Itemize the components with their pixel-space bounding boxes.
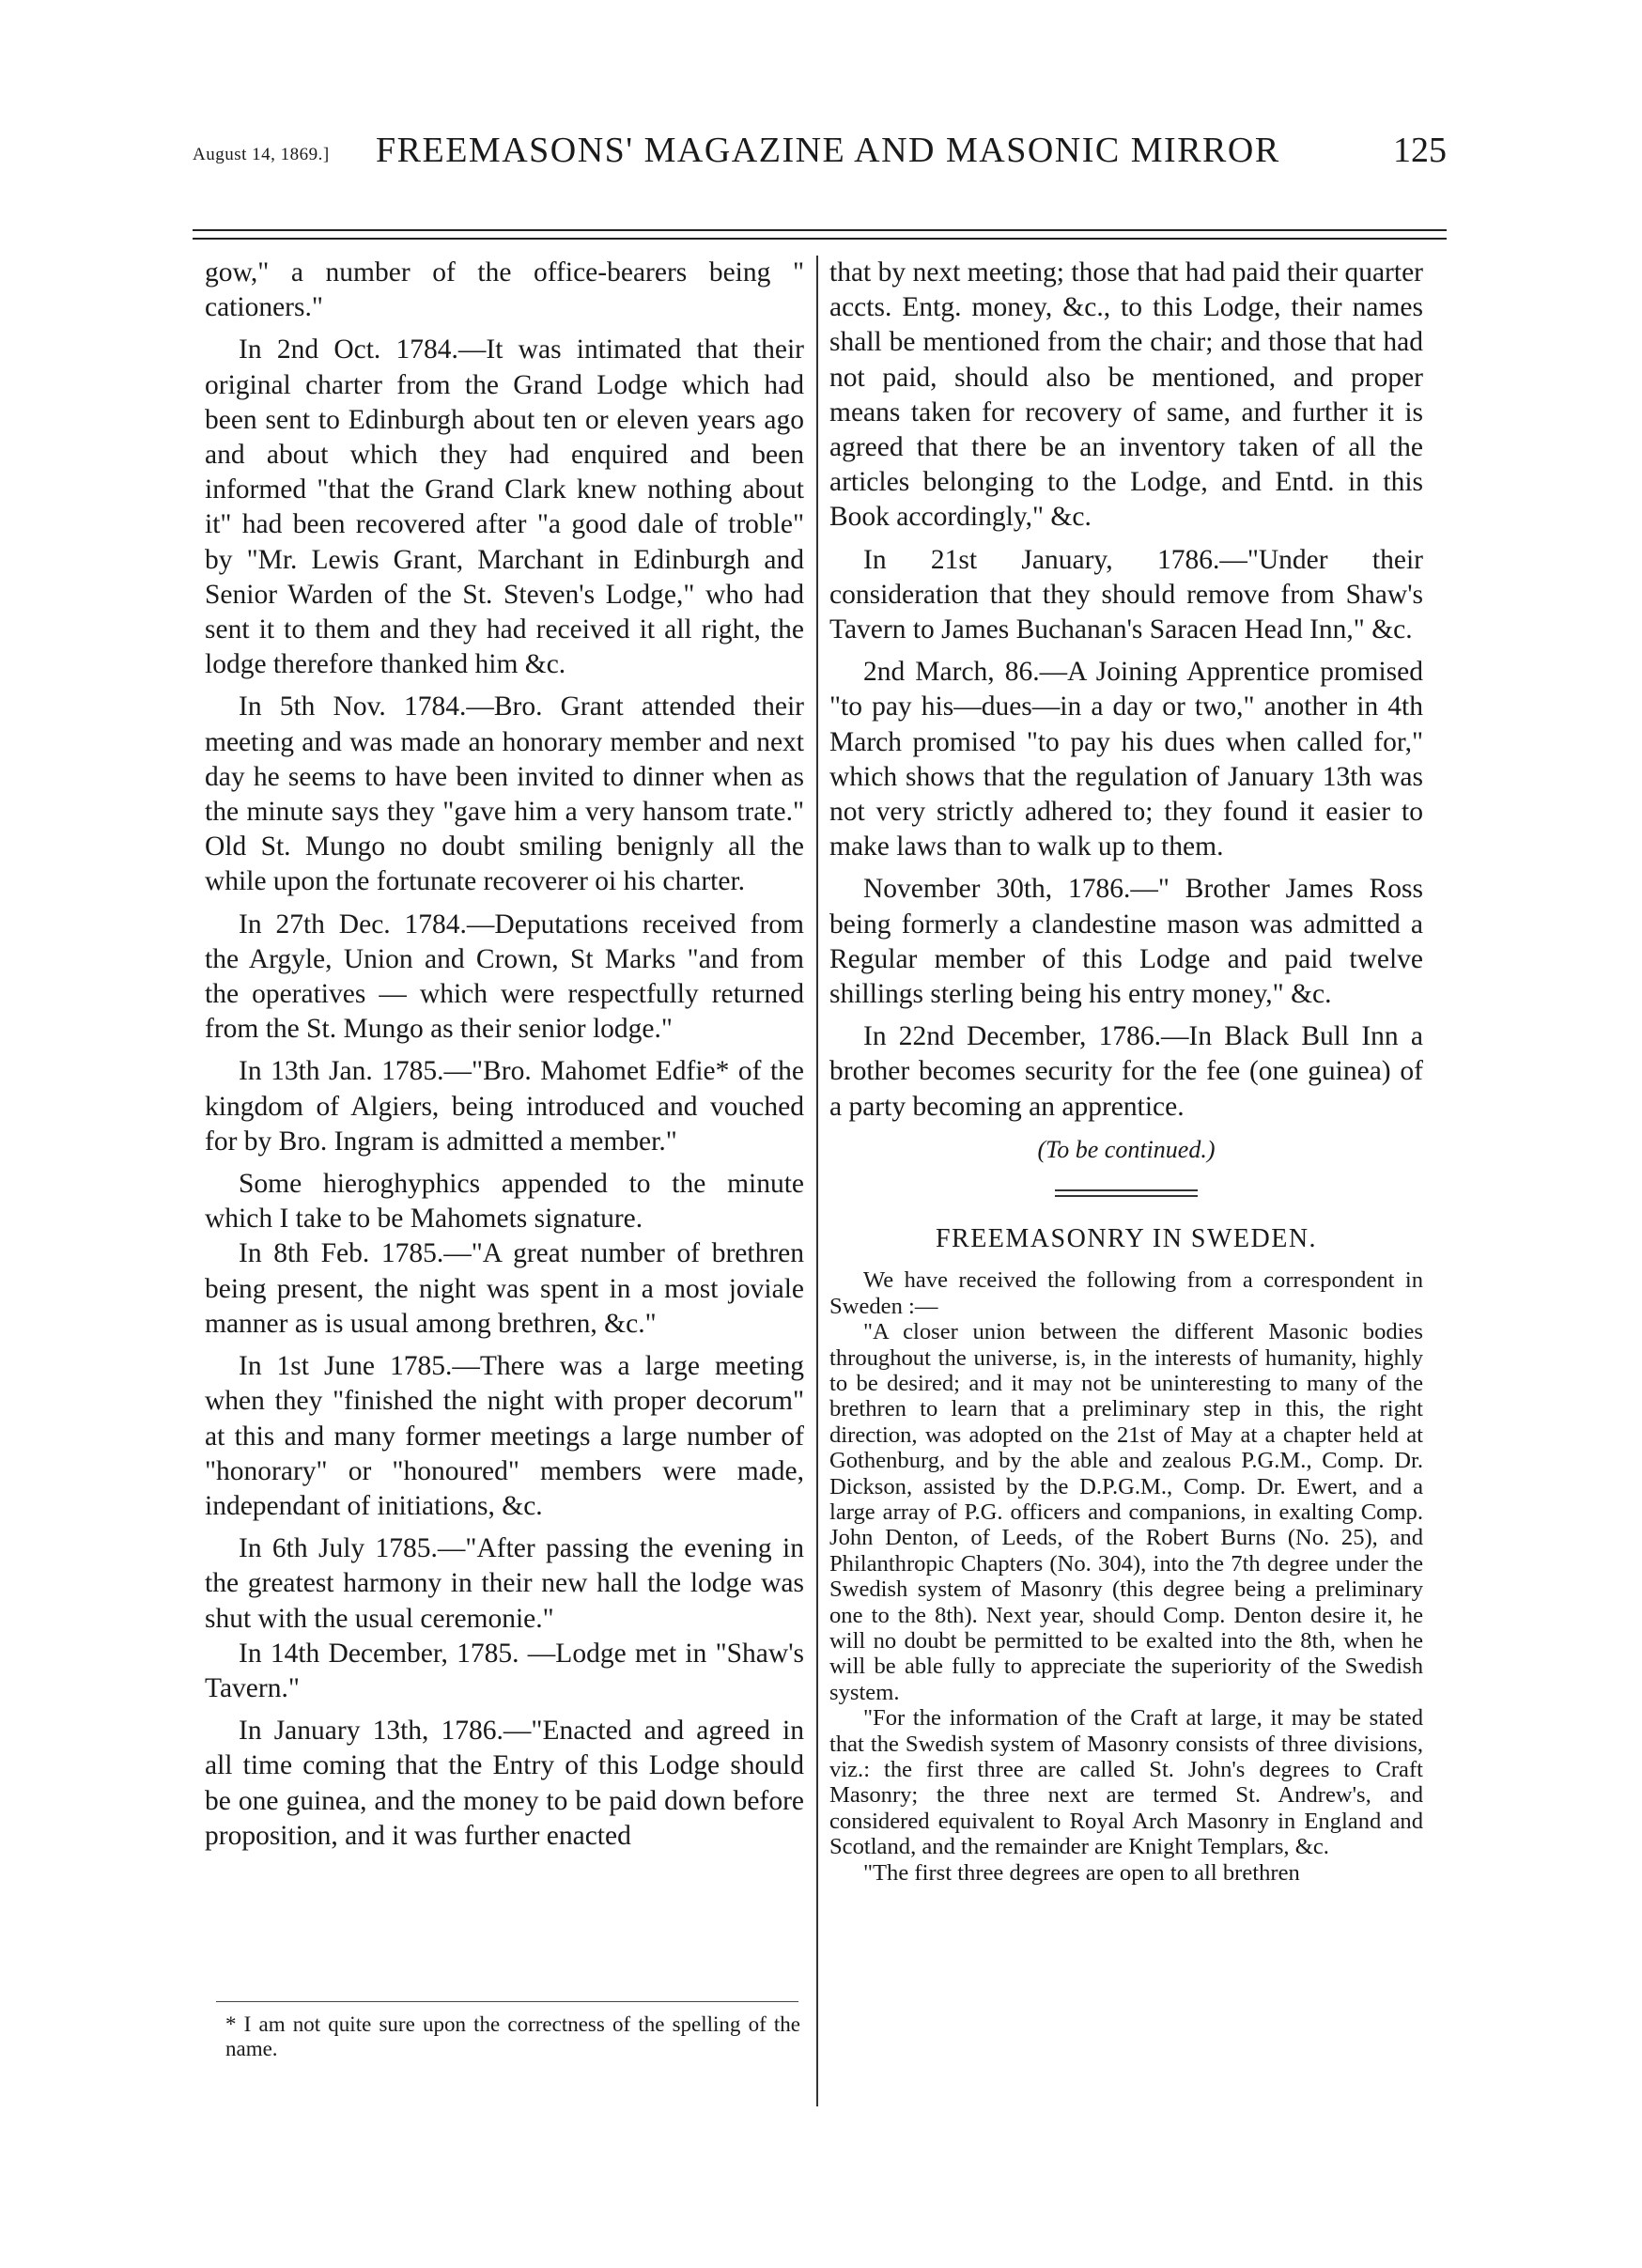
magazine-title: FREEMASONS' MAGAZINE AND MASONIC MIRROR (376, 131, 1280, 170)
paragraph: that by next meeting; those that had paid their quarter accts. Entg. money, &c., to this Lodge, their names shall be mentioned from the chair; and those that had not paid, should also be mentioned, and proper means taken for recovery of same, and further it is agreed that there be an inventory taken of all the articles belonging to the Lodge, and Entd. in this Book accordingly," &c. (829, 257, 1423, 533)
left-column (205, 256, 804, 1854)
right-column (829, 256, 1423, 1886)
paragraph: November 30th, 1786.—" Brother James Ross being formerly a clandestine mason was admitted a Regular member of this Lodge and paid twelve shillings sterling being his entry money," &c. (829, 874, 1423, 1010)
paragraph: "A closer union between the different Masonic bodies throughout the universe, is, in the interests of humanity, highly to be desired; and it may not be uninteresting to many of the brethren to learn that a preliminary step in this, the right direction, was adopted on the 21st of May at a chapter held at Gothenburg, and by the able and zealous P.G.M., Comp. Dr. Dickson, assisted by the D.P.G.M., Comp. Dr. Ewert, and a large array of P.G. officers and companions, in exalting Comp. John Denton, of Leeds, of the Robert Burns (No. 25), and Philanthropic Chapters (No. 304), into the 7th degree under the Swedish system of Masonry (this degree being a preliminary one to the 8th). Next year, should Comp. Denton desire it, he will no doubt be permitted to be exalted into the 8th, when he will be able fully to appreciate the superiority of the Swedish system. (829, 1319, 1423, 1705)
paragraph: "The first three degrees are open to all brethren (863, 1859, 1300, 1886)
section-title: FREEMASONRY IN SWEDEN. (935, 1224, 1318, 1254)
paragraph: In 8th Feb. 1785.—"A great number of brethren being present, the night was spent in a most joviale manner as is usual among brethren, &c." (205, 1238, 804, 1339)
section-divider (1055, 1189, 1198, 1197)
header-rule-lower (193, 238, 1447, 240)
paragraph: In 1st June 1785.—There was a large meeting when they "finished the night with proper decorum" at this and many former meetings a large number of "honorary" or "honoured" members were made, independant of initiations, &c. (205, 1351, 804, 1521)
paragraph: In 5th Nov. 1784.—Bro. Grant attended their meeting and was made an honorary member and next day he seems to have been invited to dinner when as the minute says they "gave him a very hansom trate." Old St. Mungo no doubt smiling benignly all the while upon the fortunate recoverer oi his charter. (205, 691, 804, 897)
header-rule (193, 229, 1447, 231)
continued-note: (To be continued.) (1037, 1135, 1216, 1163)
page-number: 125 (1393, 131, 1447, 170)
paragraph: "For the information of the Craft at large, it may be stated that the Swedish system of Masonry consists of three divisions, viz.: the first three are called St. John's degrees to Craft Masonry; the three next are termed St. Andrew's, and considered equivalent to Royal Arch Masonry in England and Scotland, and the remainder are Knight Templars, &c. (829, 1705, 1423, 1860)
sweden-article (829, 1267, 1423, 1886)
paragraph: In 2nd Oct. 1784.—It was intimated that their original charter from the Grand Lodge which had been sent to Edinburgh about ten or eleven years ago and about which they had enquired and been informed "that the Grand Clark knew nothing about it" had been recovered after "a good dale of troble" by "Mr. Lewis Grant, Marchant in Edinburgh and Senior Warden of the St. Steven's Lodge," who had sent it to them and they had received it all right, the lodge therefore thanked him &c. (205, 334, 804, 680)
page-header (193, 130, 1447, 182)
paragraph: In 14th December, 1785. —Lodge met in "Shaw's Tavern." (205, 1638, 804, 1703)
paragraph: In 6th July 1785.—"After passing the evening in the greatest harmony in their new hall the lodge was shut with the usual ceremonie." (205, 1533, 804, 1634)
paragraph: In 13th Jan. 1785.—"Bro. Mahomet Edfie* of the kingdom of Algiers, being introduced and vouched for by Bro. Ingram is admitted a member." (205, 1056, 804, 1157)
paragraph: Some hieroghyphics appended to the minute which I take to be Mahomets signature. (205, 1169, 804, 1235)
paragraph: 2nd March, 86.—A Joining Apprentice promised "to pay his—dues—in a day or two," another in 4th March promised "to pay his dues when called for," which shows that the regulation of January 13th was not very strictly adhered to; they found it easier to make laws than to walk up to them. (829, 657, 1423, 862)
paragraph: In 27th Dec. 1784.—Deputations received from the Argyle, Union and Crown, St Marks "and from the operatives — which were respectfully returned from the St. Mungo as their senior lodge." (205, 909, 804, 1045)
article-intro: We have received the following from a correspondent in Sweden :— (829, 1267, 1423, 1319)
paragraph: In January 13th, 1786.—"Enacted and agreed in all time coming that the Entry of this Lodge should be one guinea, and the money to be paid down before proposition, and it was further enacted (205, 1716, 804, 1851)
paragraph: In 21st January, 1786.—"Under their consideration that they should remove from Shaw's Tavern to James Buchanan's Saracen Head Inn," &c. (829, 544, 1423, 645)
paragraph: In 22nd December, 1786.—In Black Bull Inn a brother becomes security for the fee (one guinea) of a party becoming an apprentice. (829, 1021, 1423, 1122)
footnote: * I am not quite sure upon the correctness of the spelling of the name. (225, 2012, 800, 2060)
paragraph: gow," a number of the office-bearers being " cationers." (205, 257, 804, 323)
column-divider (816, 256, 818, 2106)
footnote-rule (216, 2001, 798, 2002)
issue-date: August 14, 1869.] (193, 145, 330, 164)
